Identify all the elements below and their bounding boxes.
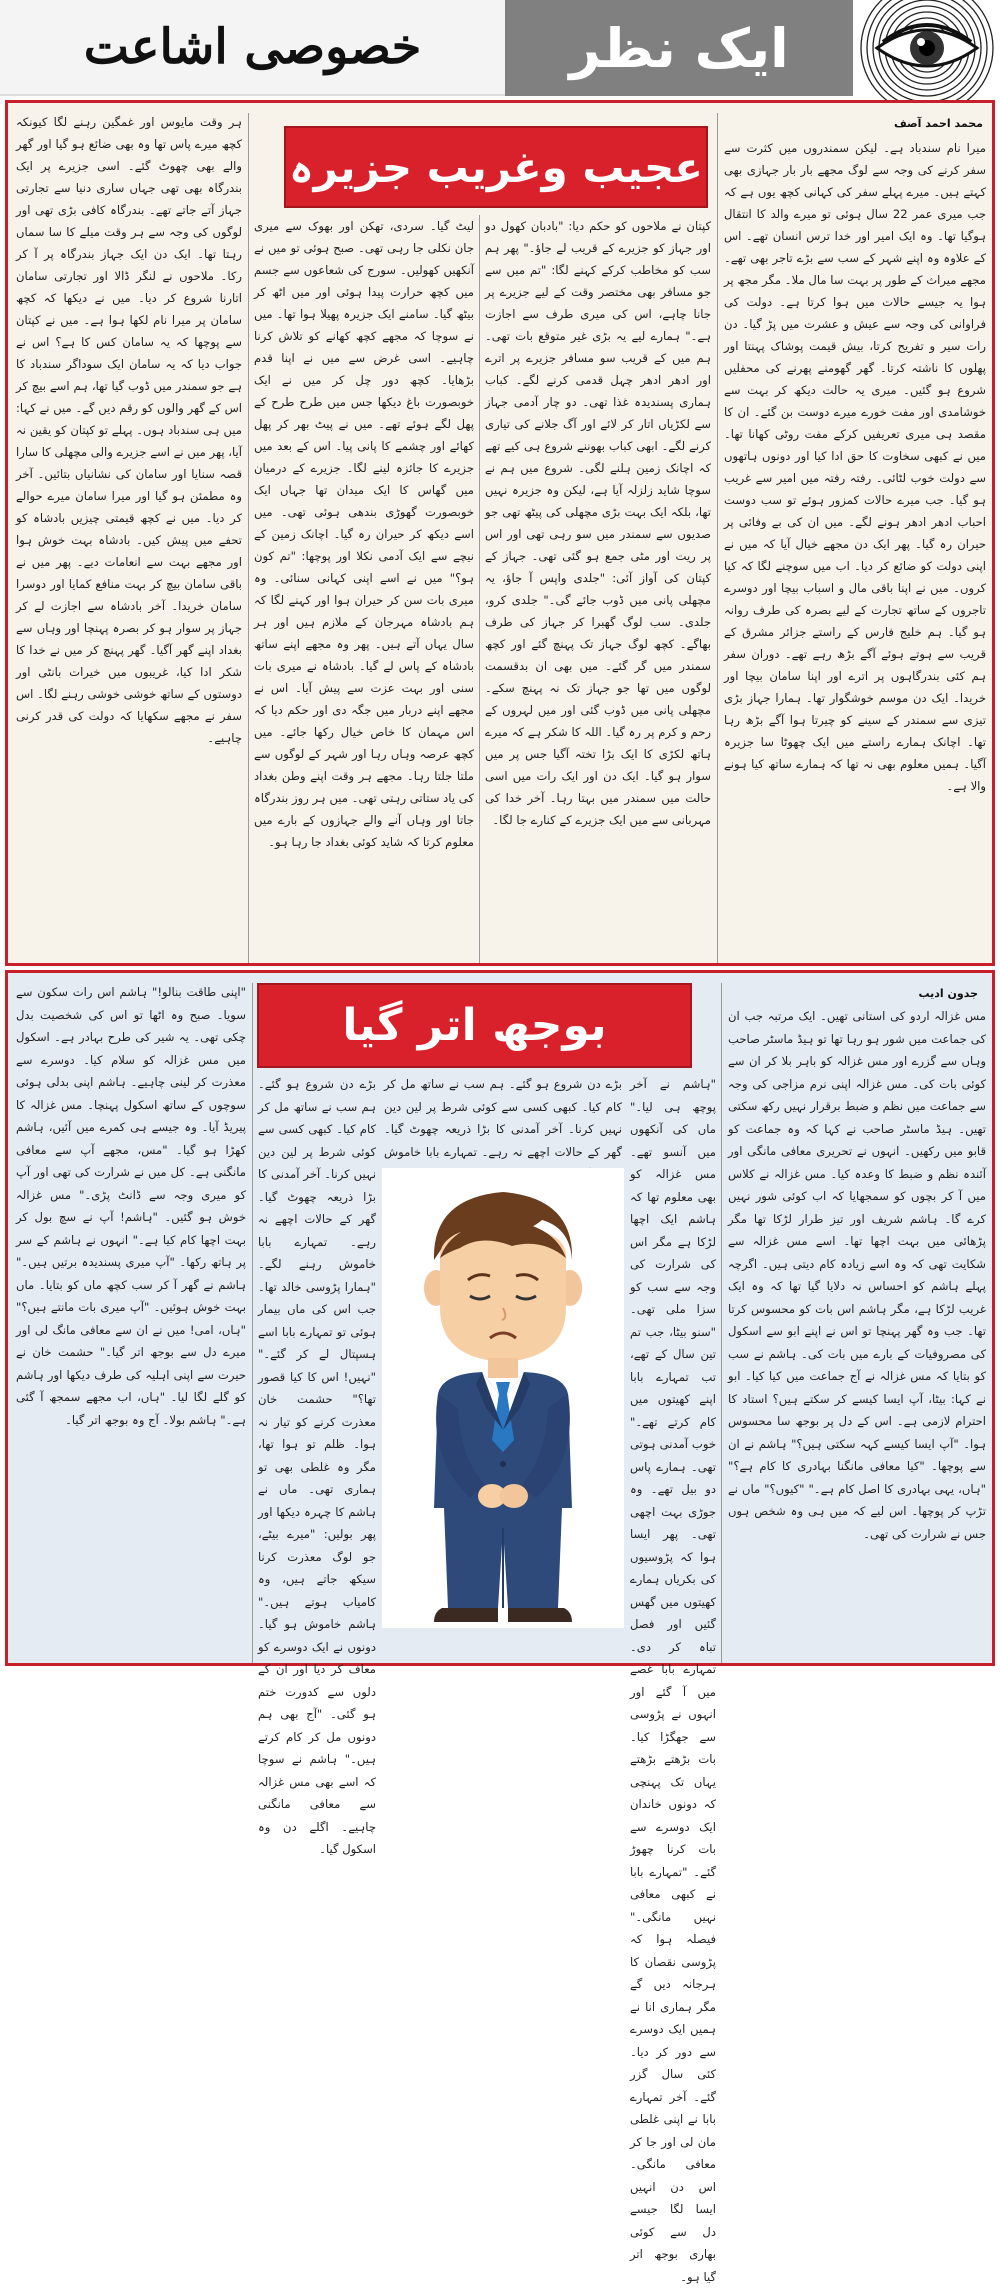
author-byline: محمد احمد آصف — [893, 117, 983, 130]
article-column-4: ہر وقت مایوس اور غمگین رہنے لگا کیونکہ کچھ میرے پاس تھا وہ بھی ضائع ہو گیا اور گھر والے بھی چھوٹ گئے۔ اسی جزیرے پر ایک بندرگاہ بھی تھی جہاں ساری دنیا سے تجارتی جہاز آتے جاتے تھے۔ بندرگاہ کافی بڑی تھی اور لوگوں کی وجہ سے ہر وقت میلے کا سا سماں رہتا تھا۔ ایک دن ایک جہاز بندرگاہ پر آ کر رکا۔ ملاحوں نے لنگر ڈالا اور تجارتی سامان اتارنا شروع کر دیا۔ میں نے دیکھا کہ کچھ سامان پر میرا نام لکھا ہوا ہے۔ میں نے کپتان سے پوچھا کہ یہ سامان کس کا ہے؟ اس نے جواب دیا کہ یہ سامان ایک سوداگر سندباد کا ہے جو سمندر میں ڈوب گیا تھا، ہم اسے بیچ کر اس کے گھر والوں کو رقم دیں گے۔ میں نے کہا: میں ہی سندباد ہوں۔ پہلے تو کپتان کو یقین نہ آیا، پھر میں نے اسے جزیرے والی مچھلی کا سارا قصہ سنایا اور سامان کی نشانیاں بتائیں۔ آخر وہ مطمئن ہو گیا اور میرا سامان میرے حوالے کر دیا۔ میں نے کچھ قیمتی چیزیں بادشاہ کو تحفے میں پیش کیں۔ بادشاہ بہت خوش ہوا اور مجھے بہت سے انعامات دیے۔ پھر میں نے باقی سامان بیچ کر بہت منافع کمایا اور دوسرا سامان خریدا۔ آخر بادشاہ سے اجازت لے کر جہاز پر سوار ہو کر بصرہ پہنچا اور وہاں سے بغداد اپنے گھر آگیا۔ گھر پہنچ کر میں نے خدا کا شکر ادا کیا، غریبوں میں خیرات بانٹی اور دوستوں کے ساتھ خوشی خوشی رہنے لگا۔ اس سفر نے مجھے سکھایا کہ دولت کی قدر کرنی چاہیے۔ — [16, 115, 242, 745]
column-divider — [479, 215, 480, 963]
section-title-block — [505, 0, 853, 96]
article-column-4: "اپنی طاقت بنالو!" ہاشم اس رات سکون سے سویا۔ صبح وہ اٹھا تو اس کی شخصیت بدل چکی تھی۔ یہ شیر کی طرح بہادر ہے۔ اسکول میں مس غزالہ کو سلام کیا۔ دوسرے سے معذرت کر لینی چاہیے۔ ہاشم اپنی بدلی ہوئی سوچوں کے ساتھ اسکول پہنچا۔ مس غزالہ کا پیریڈ آیا۔ وہ جیسے ہی کمرے میں آئیں، ہاشم کھڑا ہو گیا۔ "مس، مجھے آپ سے معافی مانگنی ہے۔ کل میں نے شرارت کی تھی اور آپ کو میری وجہ سے ڈانٹ پڑی۔" مس غزالہ خوش ہو گئیں۔ "ہاشم! آپ نے سچ بول کر بہت اچھا کام کیا ہے۔" انہوں نے ہاشم کے سر پر ہاتھ رکھا۔ "آپ میری پسندیدہ برتیں ہیں۔" ہاشم نے گھر آ کر سب کچھ ماں کو بتایا۔ ماں بہت خوش ہوئیں۔ "آپ میری بات مانتے ہیں؟" "ہاں، امی! میں نے ان سے معافی مانگ لی اور میرے دل سے بوجھ اتر گیا۔" حشمت خان نے حیرت سے اپنی اہلیہ کی طرف دیکھا اور ہاشم کو گلے لگا لیا۔ "ہاں، اب مجھے سمجھ آ گئی ہے۔" ہاشم بولا۔ آج وہ بوجھ اتر گیا۔ — [16, 985, 246, 1427]
special-edition-label — [0, 0, 505, 96]
article-column-3: لیٹ گیا۔ سردی، تھکن اور بھوک سے میری جان نکلی جا رہی تھی۔ صبح ہوئی تو میں نے آنکھیں کھولیں۔ سورج کی شعاعوں سے جسم میں کچھ حرارت پیدا ہوئی اور میں اٹھ کر بیٹھ گیا۔ سامنے ایک جزیرہ پھیلا ہوا تھا۔ میں نے سوچا کہ مجھے کچھ کھانے کو تلاش کرنا چاہیے۔ اسی غرض سے میں نے اپنا قدم بڑھایا۔ کچھ دور چل کر میں نے ایک خوبصورت باغ دیکھا جس میں طرح طرح کے پھل لگے ہوئے تھے۔ میں نے پیٹ بھر کر پھل کھائے اور چشمے کا پانی پیا۔ اس کے بعد میں جزیرے کا جائزہ لینے لگا۔ جزیرے کے درمیان میں گھاس کا ایک میدان تھا جہاں ایک خوبصورت گھوڑی بندھی ہوئی تھی۔ میں اسے دیکھ کر حیران رہ گیا۔ اچانک زمین کے نیچے سے ایک آدمی نکلا اور پوچھا: "تم کون ہو؟" میں نے اسے اپنی کہانی سنائی۔ وہ میری بات سن کر حیران ہوا اور کہنے لگا کہ ہم بادشاہ مہرجان کے ملازم ہیں اور ہر سال یہاں آتے ہیں۔ پھر وہ مجھے اپنے ساتھ بادشاہ کے پاس لے گیا۔ بادشاہ نے میری بات سنی اور بہت عزت سے پیش آیا۔ اس نے مجھے اپنے دربار میں جگہ دی اور حکم دیا کہ اس مہمان کا خاص خیال رکھا جائے۔ میں کچھ عرصہ وہاں رہا اور شہر کے لوگوں سے ملتا جلتا رہا۔ مجھے ہر وقت اپنے وطن بغداد کی یاد ستاتی رہتی تھی۔ میں ہر روز بندرگاہ جاتا اور وہاں آنے والے جہازوں کے بارے میں معلوم کرتا کہ شاید کوئی بغداد جا رہا ہو۔ — [254, 219, 474, 849]
article-column-1: میرا نام سندباد ہے۔ لیکن سمندروں میں کثرت سے سفر کرنے کی وجہ سے لوگ مجھے بار بار جہازی بھی کہتے ہیں۔ میرے پہلے سفر کی کہانی کچھ یوں ہے کہ جب میری عمر 22 سال ہوئی تو میرے والد کا انتقال ہوگیا تھا۔ وہ ایک امیر اور خدا ترس انسان تھے۔ اس کے علاوہ وہ اپنے شہر کے سب سے بڑے تاجر بھی تھے۔ مجھے میراث کے طور پر بہت سا مال ملا۔ مگر مجھ پر ہوا یہ جیسے حالات میں ہوا کرتا ہے۔ دولت کی فراوانی کی وجہ سے عیش و عشرت میں پڑ گیا۔ دن رات سیر و تفریح کرتا، بیش قیمت پوشاک پہنتا اور پھلوں کا ناشتہ کرتا۔ گھر گھومنے پھرنے کی محفلیں شروع ہو گئیں۔ میری یہ حالت دیکھ کر بہت سے خوشامدی اور مفت خورے میرے دوست بن گئے۔ ان کا مقصد ہی میری تعریفیں کرکے مفت روٹی کھانا تھا۔ میں نے کبھی سخاوت کا حق ادا کیا اور دونوں ہاتھوں سے دولت خوب لٹائی۔ رفتہ رفتہ میں امیر سے غریب ہو گیا۔ جب میرے حالات کمزور ہوئے تو سب دوست احباب ادھر ادھر ہونے لگے۔ میں ان کی بے وفائی پر حیران رہ گیا۔ پھر ایک دن مجھے خیال آیا کہ میں نے اپنی دولت کو ضائع کر دیا۔ اب میں سوچنے لگا کہ کیا کروں۔ میں نے اپنا باقی مال و اسباب بیچا اور دوسرے تاجروں کے ساتھ تجارت کے لیے بصرہ کی طرف روانہ ہو گیا۔ ہم خلیج فارس کے راستے جزائر مشرق کے قریب سے ہوتے ہوئے آگے بڑھ رہے تھے۔ دوران سفر ہم کئی بندرگاہوں پر اترے اور اپنا سامان بیچا اور خریدا۔ ایک دن موسم خوشگوار تھا۔ ہمارا جہاز بڑی تیزی سے سمندر کے سینے کو چیرتا ہوا آگے بڑھ رہا تھا۔ اچانک ہمارے راستے میں ایک چھوٹا سا جزیرہ آگیا۔ ہمیں معلوم بھی نہ تھا کہ ہمارے ساتھ کیا ہونے والا ہے۔ — [724, 141, 987, 793]
column-divider — [252, 983, 253, 1663]
article-column-2: کپتان نے ملاحوں کو حکم دیا: "بادبان کھول دو اور جہاز کو جزیرے کے قریب لے جاؤ۔" پھر ہم سب کو مخاطب کرکے کہنے لگا: "تم میں سے جو مسافر بھی مختصر وقت کے لیے جزیرے پر جانا چاہے، اس کی میری طرف سے اجازت ہے۔" ہمارے لیے یہ بڑی غیر متوقع بات تھی۔ ہم میں کے قریب سو مسافر جزیرے پر اترے اور ادھر ادھر چہل قدمی کرنے لگے۔ کباب ہماری پسندیدہ غذا تھی۔ دو چار آدمی جہاز سے لکڑیاں اتار کر لائے اور آگ جلانے کی تیاری کرنے لگے۔ ابھی کباب بھوننے شروع ہی کیے تھے کہ اچانک زمین ہلنے لگی۔ شروع میں ہم نے سوچا شاید زلزلہ آیا ہے، لیکن وہ جزیرہ نہیں تھا، بلکہ ایک بہت بڑی مچھلی کی پیٹھ تھی جو صدیوں سے سمندر میں سو رہی تھی اور اس پر ریت اور مٹی جمع ہو گئی تھی۔ جہاز کے کپتان کی آواز آئی: "جلدی واپس آ جاؤ، یہ مچھلی پانی میں ڈوب جائے گی۔" جلدی کرو، جلدی۔ سب لوگ گھبرا کر جہاز کی طرف بھاگے۔ کچھ لوگ جہاز تک پہنچ گئے اور کچھ سمندر میں گر گئے۔ میں بھی ان بدقسمت لوگوں میں تھا جو جہاز تک نہ پہنچ سکے۔ مچھلی پانی میں ڈوب گئی اور میں لہروں کے رحم و کرم پر رہ گیا۔ اللہ کا شکر ہے کہ میرے ہاتھ لکڑی کا ایک بڑا تختہ آگیا جس پر میں سوار ہو گیا۔ ایک دن اور ایک رات میں اسی حالت میں سمندر میں بہتا رہا۔ آخر خدا کی مہربانی سے میں ایک جزیرے کے کنارے جا لگا۔ — [485, 219, 711, 827]
article-column-1: مس غزالہ اردو کی استانی تھیں۔ ایک مرتبہ جب ان کی جماعت میں شور ہو رہا تھا تو ہیڈ ماسٹر صاحب وہاں سے گزرے اور مس غزالہ کو باہر بلا کر ان سے کوئی بات کی۔ مس غزالہ اپنی نرم مزاجی کی وجہ سے جماعت میں نظم و ضبط برقرار نہیں رکھ سکتی تھیں۔ ہیڈ ماسٹر صاحب نے کہا کہ وہ جماعت کو قابو میں رکھیں۔ انہوں نے تحریری معافی مانگی اور آئندہ نظم و ضبط کا وعدہ کیا۔ مس غزالہ نے کلاس میں آ کر بچوں کو سمجھایا کہ اب کوئی شور نہیں کرے گا۔ ہاشم شریف اور تیز طرار لڑکا تھا مگر پڑھائی میں بہت اچھا تھا۔ اسے مس غزالہ سے شکایت تھی کہ وہ اسے زیادہ کام دیتی ہیں۔ اگرچہ پہلے ہاشم کو احساس نہ دلایا گیا تھا کہ وہ ایک غریب لڑکا ہے، مگر ہاشم اس بات کو محسوس کرتا تھا۔ جب وہ گھر پہنچا تو اس نے اپنے ابو سے اسکول کی مصروفیات کے بارے میں بات کی۔ ہاشم نے سب کو بتایا کہ مس غزالہ نے آج جماعت میں کیا کیا۔ ابو نے کہا: بیٹا، آپ ایسا کیسے کر سکتے ہیں؟ استاد کا احترام لازمی ہے۔ اس کے دل پر بوجھ سا محسوس ہوا۔ "آپ ایسا کیسے کہہ سکتی ہیں؟" ہاشم نے ان سے پوچھا۔ "کیا معافی مانگنا بہادری کا کام ہے؟" "ہاں، یہی بہادری کا اصل کام ہے۔" "کیوں؟" ماں نے تڑپ کر پوچھا۔ اس لیے کہ میں ہی وہ شخص ہوں جس نے شرارت کی تھی۔ — [728, 1009, 986, 1541]
eye-icon — [857, 2, 997, 94]
author-byline: جدون ادیب — [918, 987, 978, 1000]
article-column-2: "ہاشم نے آخر پوچھ ہی لیا۔" ماں کی آنکھوں میں آنسو تھے۔ مس غزالہ کو بھی معلوم تھا کہ ہاشم ایک اچھا لڑکا ہے مگر اس کی شرارت کی وجہ سے سب کو سزا ملی تھی۔ "سنو بیٹا، جب تم تین سال کے تھے، تب تمہارے بابا اپنے کھیتوں میں کام کرتے تھے۔" خوب آمدنی ہوتی تھی۔ ہمارے پاس دو بیل تھے۔ وہ جوڑی بہت اچھی تھی۔ پھر ایسا ہوا کہ پڑوسیوں کی بکریاں ہمارے کھیتوں میں گھس گئیں اور فصل تباہ کر دی۔ تمہارے بابا غصے میں آ گئے اور انہوں نے پڑوسی سے جھگڑا کیا۔ بات بڑھتے بڑھتے یہاں تک پہنچی کہ دونوں خاندان ایک دوسرے سے بات کرنا چھوڑ گئے۔ "تمہارے بابا نے کبھی معافی نہیں مانگی۔" فیصلہ ہوا کہ پڑوسی نقصان کا ہرجانہ دیں گے مگر ہماری انا نے ہمیں ایک دوسرے سے دور کر دیا۔ کئی سال گزر گئے۔ آخر تمہارے بابا نے اپنی غلطی مان لی اور جا کر معافی مانگی۔ اس دن انہیں ایسا لگا جیسے دل سے کوئی بھاری بوجھ اتر گیا ہو۔ — [630, 1077, 716, 2284]
column-divider — [721, 983, 722, 1663]
special-edition-text: خصوصی اشاعت — [83, 19, 422, 75]
article-headline: عجیب وغریب جزیرہ — [284, 126, 708, 208]
column-divider — [717, 113, 718, 963]
article-column-3-side: بڑے دن شروع ہو گئے۔ ہم سب نے ساتھ مل کر کام کیا۔ کبھی کسی سے کوئی شرط پر لین دین نہیں کرنا۔ آخر آمدنی کا بڑا ذریعہ چھوٹ گیا۔ گھر کے حالات اچھے نہ رہے۔ تمہارے بابا خاموش رہنے لگے۔ "ہمارا پڑوسی خالد تھا۔ جب اس کی ماں بیمار ہوئی تو تمہارے بابا اسے ہسپتال لے کر گئے۔" "نہیں! اس کا کیا قصور تھا؟" حشمت خان معذرت کرنے کو تیار نہ ہوا۔ ظلم تو ہوا تھا، مگر وہ غلطی بھی تو ہماری تھی۔ ماں نے ہاشم کا چہرہ دیکھا اور پھر بولیں: "میرے بیٹے، جو لوگ معذرت کرنا سیکھ جاتے ہیں، وہ کامیاب ہوتے ہیں۔" ہاشم خاموش ہو گیا۔ دونوں نے ایک دوسرے کو معاف کر دیا اور ان کے دلوں سے کدورت ختم ہو گئی۔ "آج بھی ہم دونوں مل کر کام کرتے ہیں۔" ہاشم نے سوچا کہ اسے بھی مس غزالہ سے معافی مانگنی چاہیے۔ اگلے دن وہ اسکول گیا۔ — [258, 1077, 376, 1856]
article-column-3: بڑے دن شروع ہو گئے۔ ہم سب نے ساتھ مل کر کام کیا۔ کبھی کسی سے کوئی شرط پر لین دین نہیں کرنا۔ آخر آمدنی کا بڑا ذریعہ چھوٹ گیا۔ گھر کے حالات اچھے نہ رہے۔ تمہارے بابا خاموش — [384, 1077, 622, 1159]
column-divider — [248, 113, 249, 963]
sad-boy-illustration — [382, 1168, 624, 1628]
article-burden-lifted — [5, 970, 995, 2284]
article-headline: بوجھ اتر گیا — [257, 983, 692, 1068]
masthead — [0, 0, 1000, 96]
section-title: ایک نظر — [569, 16, 789, 80]
article-strange-island — [5, 100, 995, 966]
